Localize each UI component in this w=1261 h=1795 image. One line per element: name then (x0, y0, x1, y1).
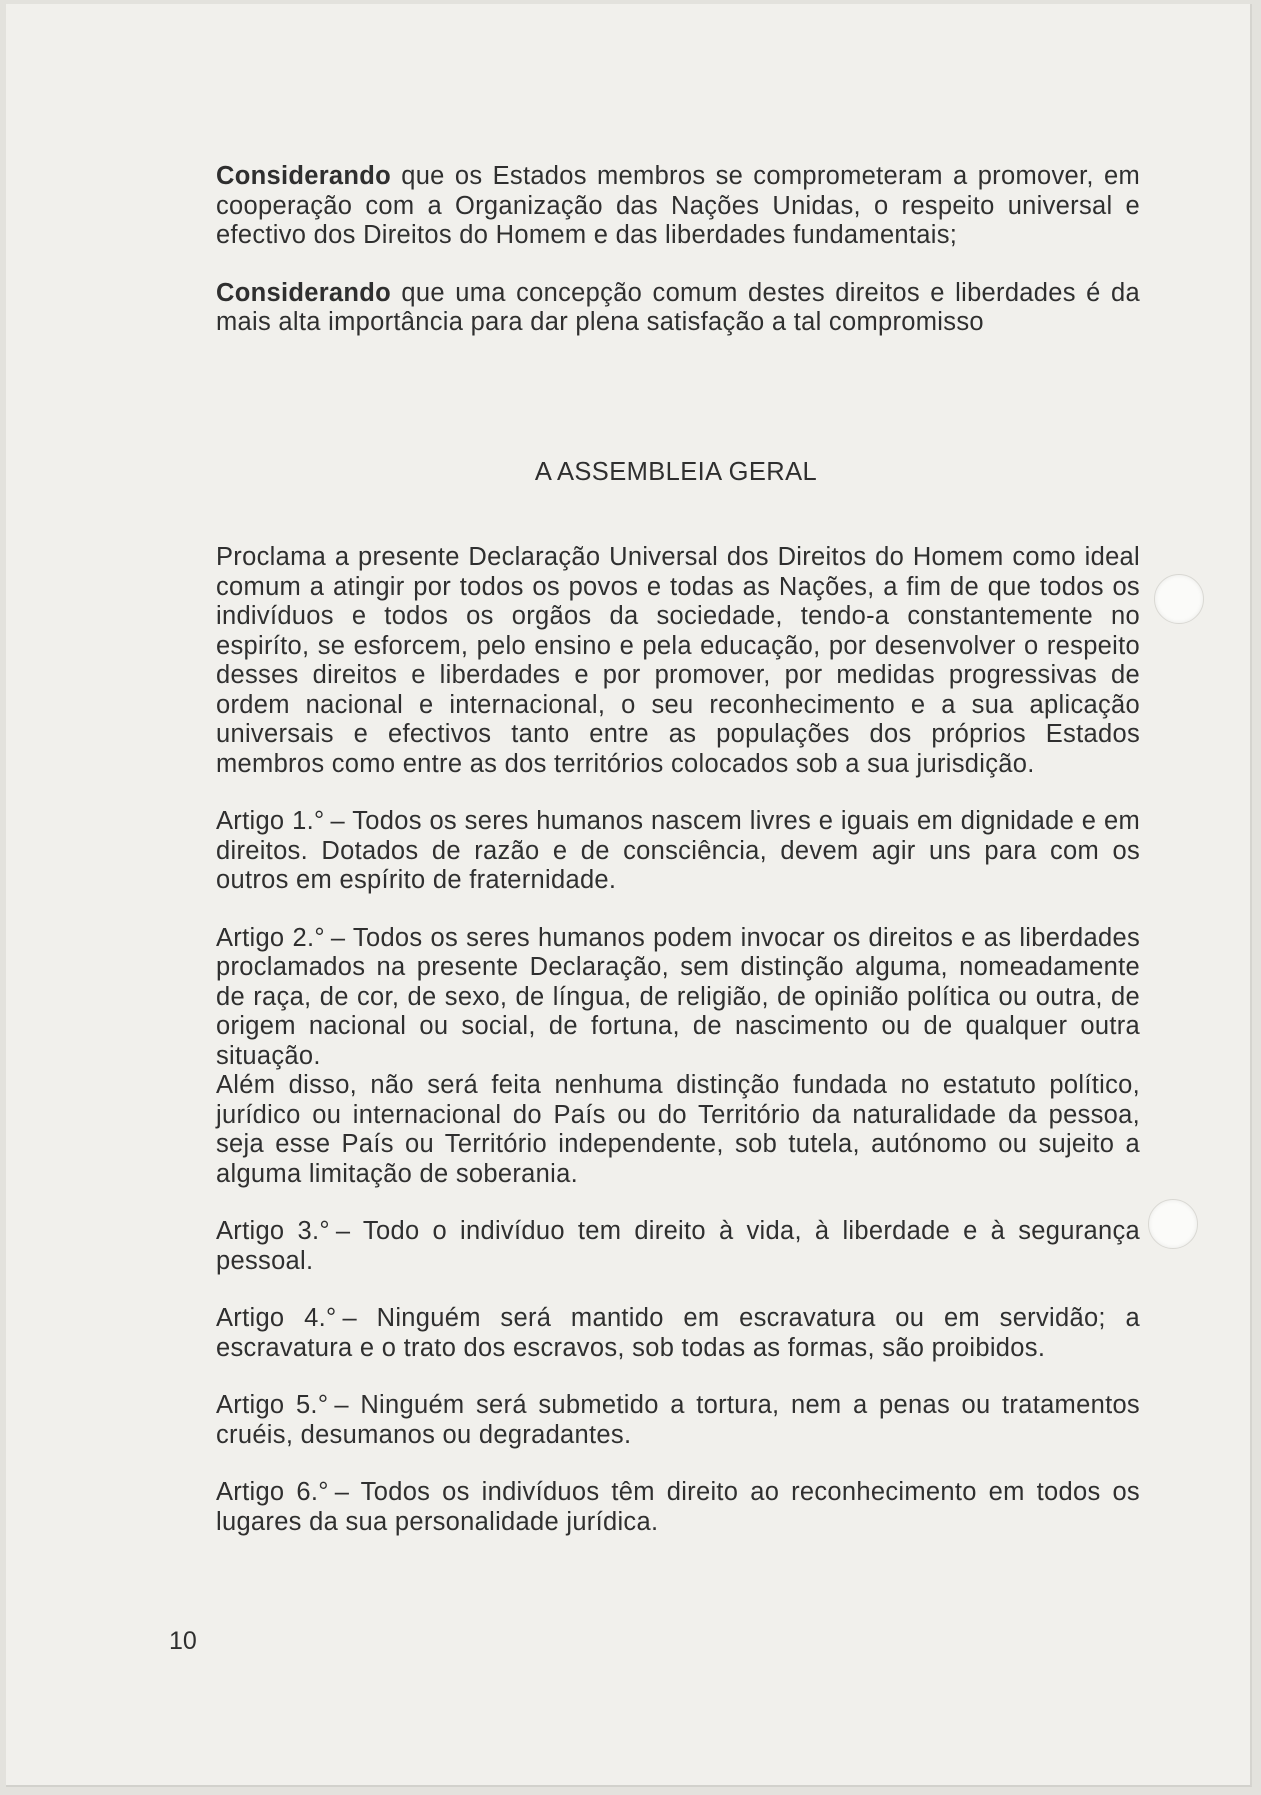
article-text: – Todos os seres humanos podem invocar os direitos e as liberdades proclamados na presente Declaração, sem distinção alguma, nomeadamente de raça, de cor, de sexo, de língua, de religião, de opinião política ou outra, de origem nacional ou social, de fortuna, de nascimento ou de qualquer outra situação. (216, 923, 1140, 1070)
article-text: – Todos os indivíduos têm direito ao reconhecimento em todos os lugares da sua personalidade jurídica. (216, 1478, 1140, 1536)
punch-hole-top (1154, 574, 1204, 624)
article-text: – Todos os seres humanos nascem livres e iguais em dignidade e em direitos. Dotados de razão e de consciência, devem agir uns para com os outros em espírito de fraternidade. (216, 807, 1140, 894)
considerando-paragraph-1 (172, 162, 1140, 251)
page-number: 10 (169, 1627, 197, 1655)
article-label: Artigo 3.° (216, 1217, 330, 1245)
article-2-continuation: Além disso, não será feita nenhuma distinção fundada no estatuto político, jurídico ou internacional do País ou do Território da naturalidade da pessoa, seja esse País ou Território independente, sob tutela, autónomo ou sujeito a alguma limitação de soberania. (216, 1071, 1140, 1188)
considerando-paragraph-2 (172, 279, 1140, 338)
article-6 (172, 1478, 1140, 1537)
article-text: – Ninguém será submetido a tortura, nem a penas ou tratamentos cruéis, desumanos ou degradantes. (216, 1391, 1140, 1449)
article-4 (172, 1304, 1140, 1363)
document-page (6, 4, 1252, 1787)
article-text: – Ninguém será mantido em escravatura ou em servidão; a escravatura e o trato dos escravos, sob todas as formas, são proibidos. (216, 1304, 1140, 1362)
considerando-lead: Considerando (216, 278, 392, 307)
article-label: Artigo 1.° (216, 807, 325, 835)
article-3 (172, 1217, 1140, 1276)
article-1 (172, 807, 1140, 896)
article-label: Artigo 5.° (216, 1391, 329, 1419)
considerando-lead: Considerando (216, 162, 392, 190)
article-5 (172, 1391, 1140, 1450)
article-label: Artigo 2.° (216, 923, 325, 952)
punch-hole-bottom (1148, 1199, 1198, 1249)
article-text: – Todo o indivíduo tem direito à vida, à liberdade e à segurança pessoal. (216, 1217, 1140, 1275)
article-label: Artigo 6.° (216, 1478, 329, 1506)
considerando-text: que os Estados membros se comprometeram a promover, em cooperação com a Organização das Nações Unidas, o respeito universal e efectivo dos Direitos do Homem e das liberdades fundamentais; (216, 162, 1140, 249)
proclamation-paragraph: Proclama a presente Declaração Universal dos Direitos do Homem como ideal comum a atingir por todos os povos e todas as Nações, a fim de que todos os indivíduos e todos os orgãos da sociedade, tendo-a constantemente no espiríto, se esforcem, pelo ensino e pela educação, por desenvolver o respeito desses direitos e liberdades e por promover, por medidas progressivas de ordem nacional e internacional, o seu reconhecimento e a sua aplicação universais e efectivos tanto entre as populações dos próprios Estados membros como entre as dos territórios colocados sob a sua jurisdição. (216, 543, 1140, 778)
document-body (172, 162, 1140, 1537)
article-label: Artigo 4.° (216, 1304, 337, 1332)
article-2 (172, 924, 1140, 1072)
considerando-text: que uma concepção comum destes direitos e liberdades é da mais alta importância para dar plena satisfação a tal compromisso (216, 278, 1140, 336)
assembly-heading: A ASSEMBLEIA GERAL (534, 457, 818, 486)
